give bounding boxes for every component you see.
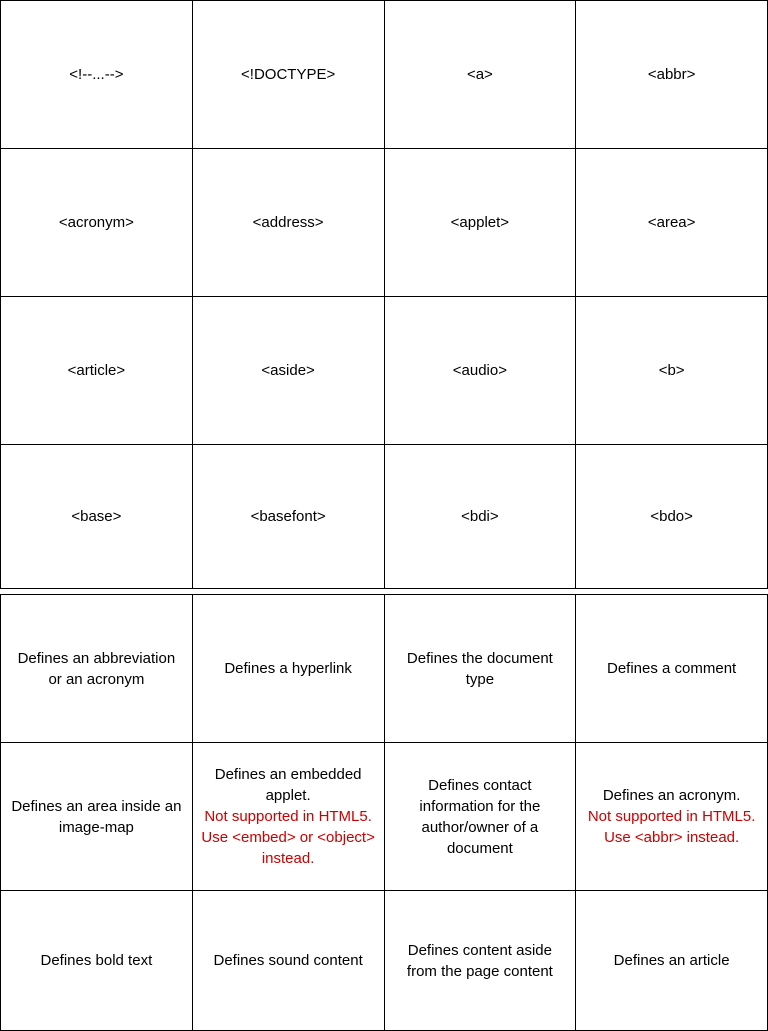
definition-text: Defines an embedded applet. <box>214 766 362 804</box>
definition-card <box>384 891 576 1031</box>
definition-card <box>1 595 193 743</box>
tag-card: <a> <box>384 1 576 149</box>
tag-card: <address> <box>192 149 384 297</box>
definition-card <box>192 595 384 743</box>
definition-card <box>576 891 768 1031</box>
definition-text: Defines the document type <box>406 649 553 688</box>
tag-card: <applet> <box>384 149 576 297</box>
definition-card <box>1 743 193 891</box>
definition-text: Defines content aside from the page content <box>406 941 553 980</box>
tag-card: <acronym> <box>1 149 193 297</box>
definition-card <box>576 743 768 891</box>
definition-card <box>1 891 193 1031</box>
definition-text: Defines an area inside an image-map <box>11 797 182 836</box>
deprecation-note: Not supported in HTML5. Use <embed> or <object> instead. <box>201 808 375 867</box>
definition-text: Defines a comment <box>607 660 737 677</box>
definition-card <box>384 743 576 891</box>
tag-card: <article> <box>1 297 193 445</box>
definition-text: Defines contact information for the author/owner of a document <box>419 776 541 857</box>
tag-card: <base> <box>1 445 193 589</box>
tag-card: <!DOCTYPE> <box>192 1 384 149</box>
definition-card <box>576 595 768 743</box>
tag-row <box>1 1 768 149</box>
tag-row <box>1 445 768 589</box>
tag-card: <audio> <box>384 297 576 445</box>
definition-row <box>1 891 768 1031</box>
definition-card <box>384 595 576 743</box>
definition-card <box>192 743 384 891</box>
tag-row <box>1 297 768 445</box>
deprecation-note: Not supported in HTML5. Use <abbr> instead. <box>587 808 756 846</box>
tag-card: <!--...--> <box>1 1 193 149</box>
tag-card: <bdi> <box>384 445 576 589</box>
definition-row <box>1 595 768 743</box>
definition-text: Defines an acronym. <box>602 787 741 804</box>
tag-card: <b> <box>576 297 768 445</box>
definition-text: Defines bold text <box>40 952 153 969</box>
definition-text: Defines an abbreviation or an acronym <box>17 649 176 688</box>
tag-card: <basefont> <box>192 445 384 589</box>
tag-row <box>1 149 768 297</box>
definition-text: Defines a hyperlink <box>224 660 352 677</box>
tag-card: <abbr> <box>576 1 768 149</box>
definition-card <box>192 891 384 1031</box>
definition-row <box>1 743 768 891</box>
tag-card: <area> <box>576 149 768 297</box>
tag-card: <aside> <box>192 297 384 445</box>
definition-text: Defines sound content <box>213 952 363 969</box>
definition-text: Defines an article <box>613 952 730 969</box>
tag-card: <bdo> <box>576 445 768 589</box>
definition-cards-grid <box>0 594 768 1031</box>
